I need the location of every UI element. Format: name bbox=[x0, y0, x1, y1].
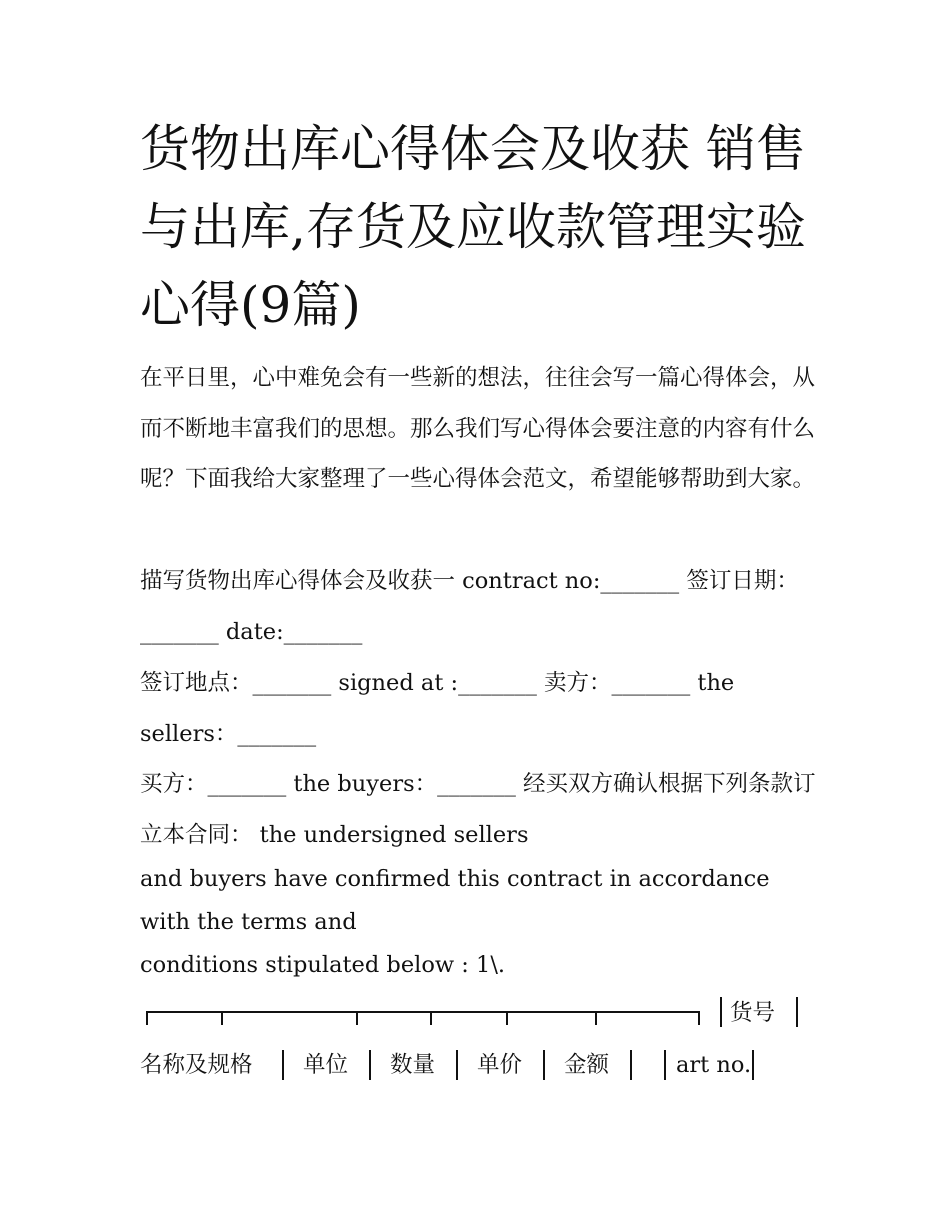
table-divider bbox=[720, 997, 722, 1027]
table-divider bbox=[752, 1050, 754, 1080]
intro-paragraph: 在平日里，心中难免会有一些新的想法，往往会写一篇心得体会，从而不断地丰富我们的思想。那么我们写心得体会要注意的内容有什么呢？下面我给大家整理了一些心得体会范文，希望能够帮助到大家。 bbox=[140, 365, 816, 492]
table-header-row bbox=[140, 1048, 820, 1084]
table-header-cell: 金额 bbox=[564, 1052, 610, 1078]
signed-at-line: 签订地点：_______ signed at :_______ 卖方：_______ the sellers：_______ bbox=[140, 670, 735, 747]
table-top-label: 货号 bbox=[730, 1000, 776, 1026]
table-divider bbox=[282, 1050, 284, 1080]
table-divider bbox=[664, 1050, 666, 1080]
table-header-cell: 单价 bbox=[477, 1052, 523, 1078]
table-header-cell: art no. bbox=[676, 1052, 752, 1078]
table-header-cell: 数量 bbox=[390, 1052, 436, 1078]
table-divider bbox=[630, 1050, 632, 1080]
contract-line: 描写货物出库心得体会及收获一 contract no:_______ 签订日期：_______ date:_______ bbox=[140, 568, 799, 645]
table-divider bbox=[543, 1050, 545, 1080]
conditions-line: conditions stipulated below : 1\. bbox=[140, 952, 506, 978]
document-title: 货物出库心得体会及收获 销售与出库,存货及应收款管理实验心得(9篇) bbox=[140, 120, 806, 334]
table-header-cell: 名称及规格 bbox=[140, 1052, 253, 1078]
table-header-cell: 单位 bbox=[303, 1052, 349, 1078]
table-top-rule bbox=[140, 995, 820, 1035]
confirm-line: and buyers have confirmed this contract in accordance with the terms and bbox=[140, 866, 770, 935]
table-rule-lines bbox=[146, 1011, 706, 1031]
buyers-line: 买方：_______ the buyers：_______ 经买双方确认根据下列条款订立本合同： the undersigned sellers bbox=[140, 771, 816, 848]
table-divider bbox=[369, 1050, 371, 1080]
table-divider bbox=[456, 1050, 458, 1080]
table-divider bbox=[796, 997, 798, 1027]
